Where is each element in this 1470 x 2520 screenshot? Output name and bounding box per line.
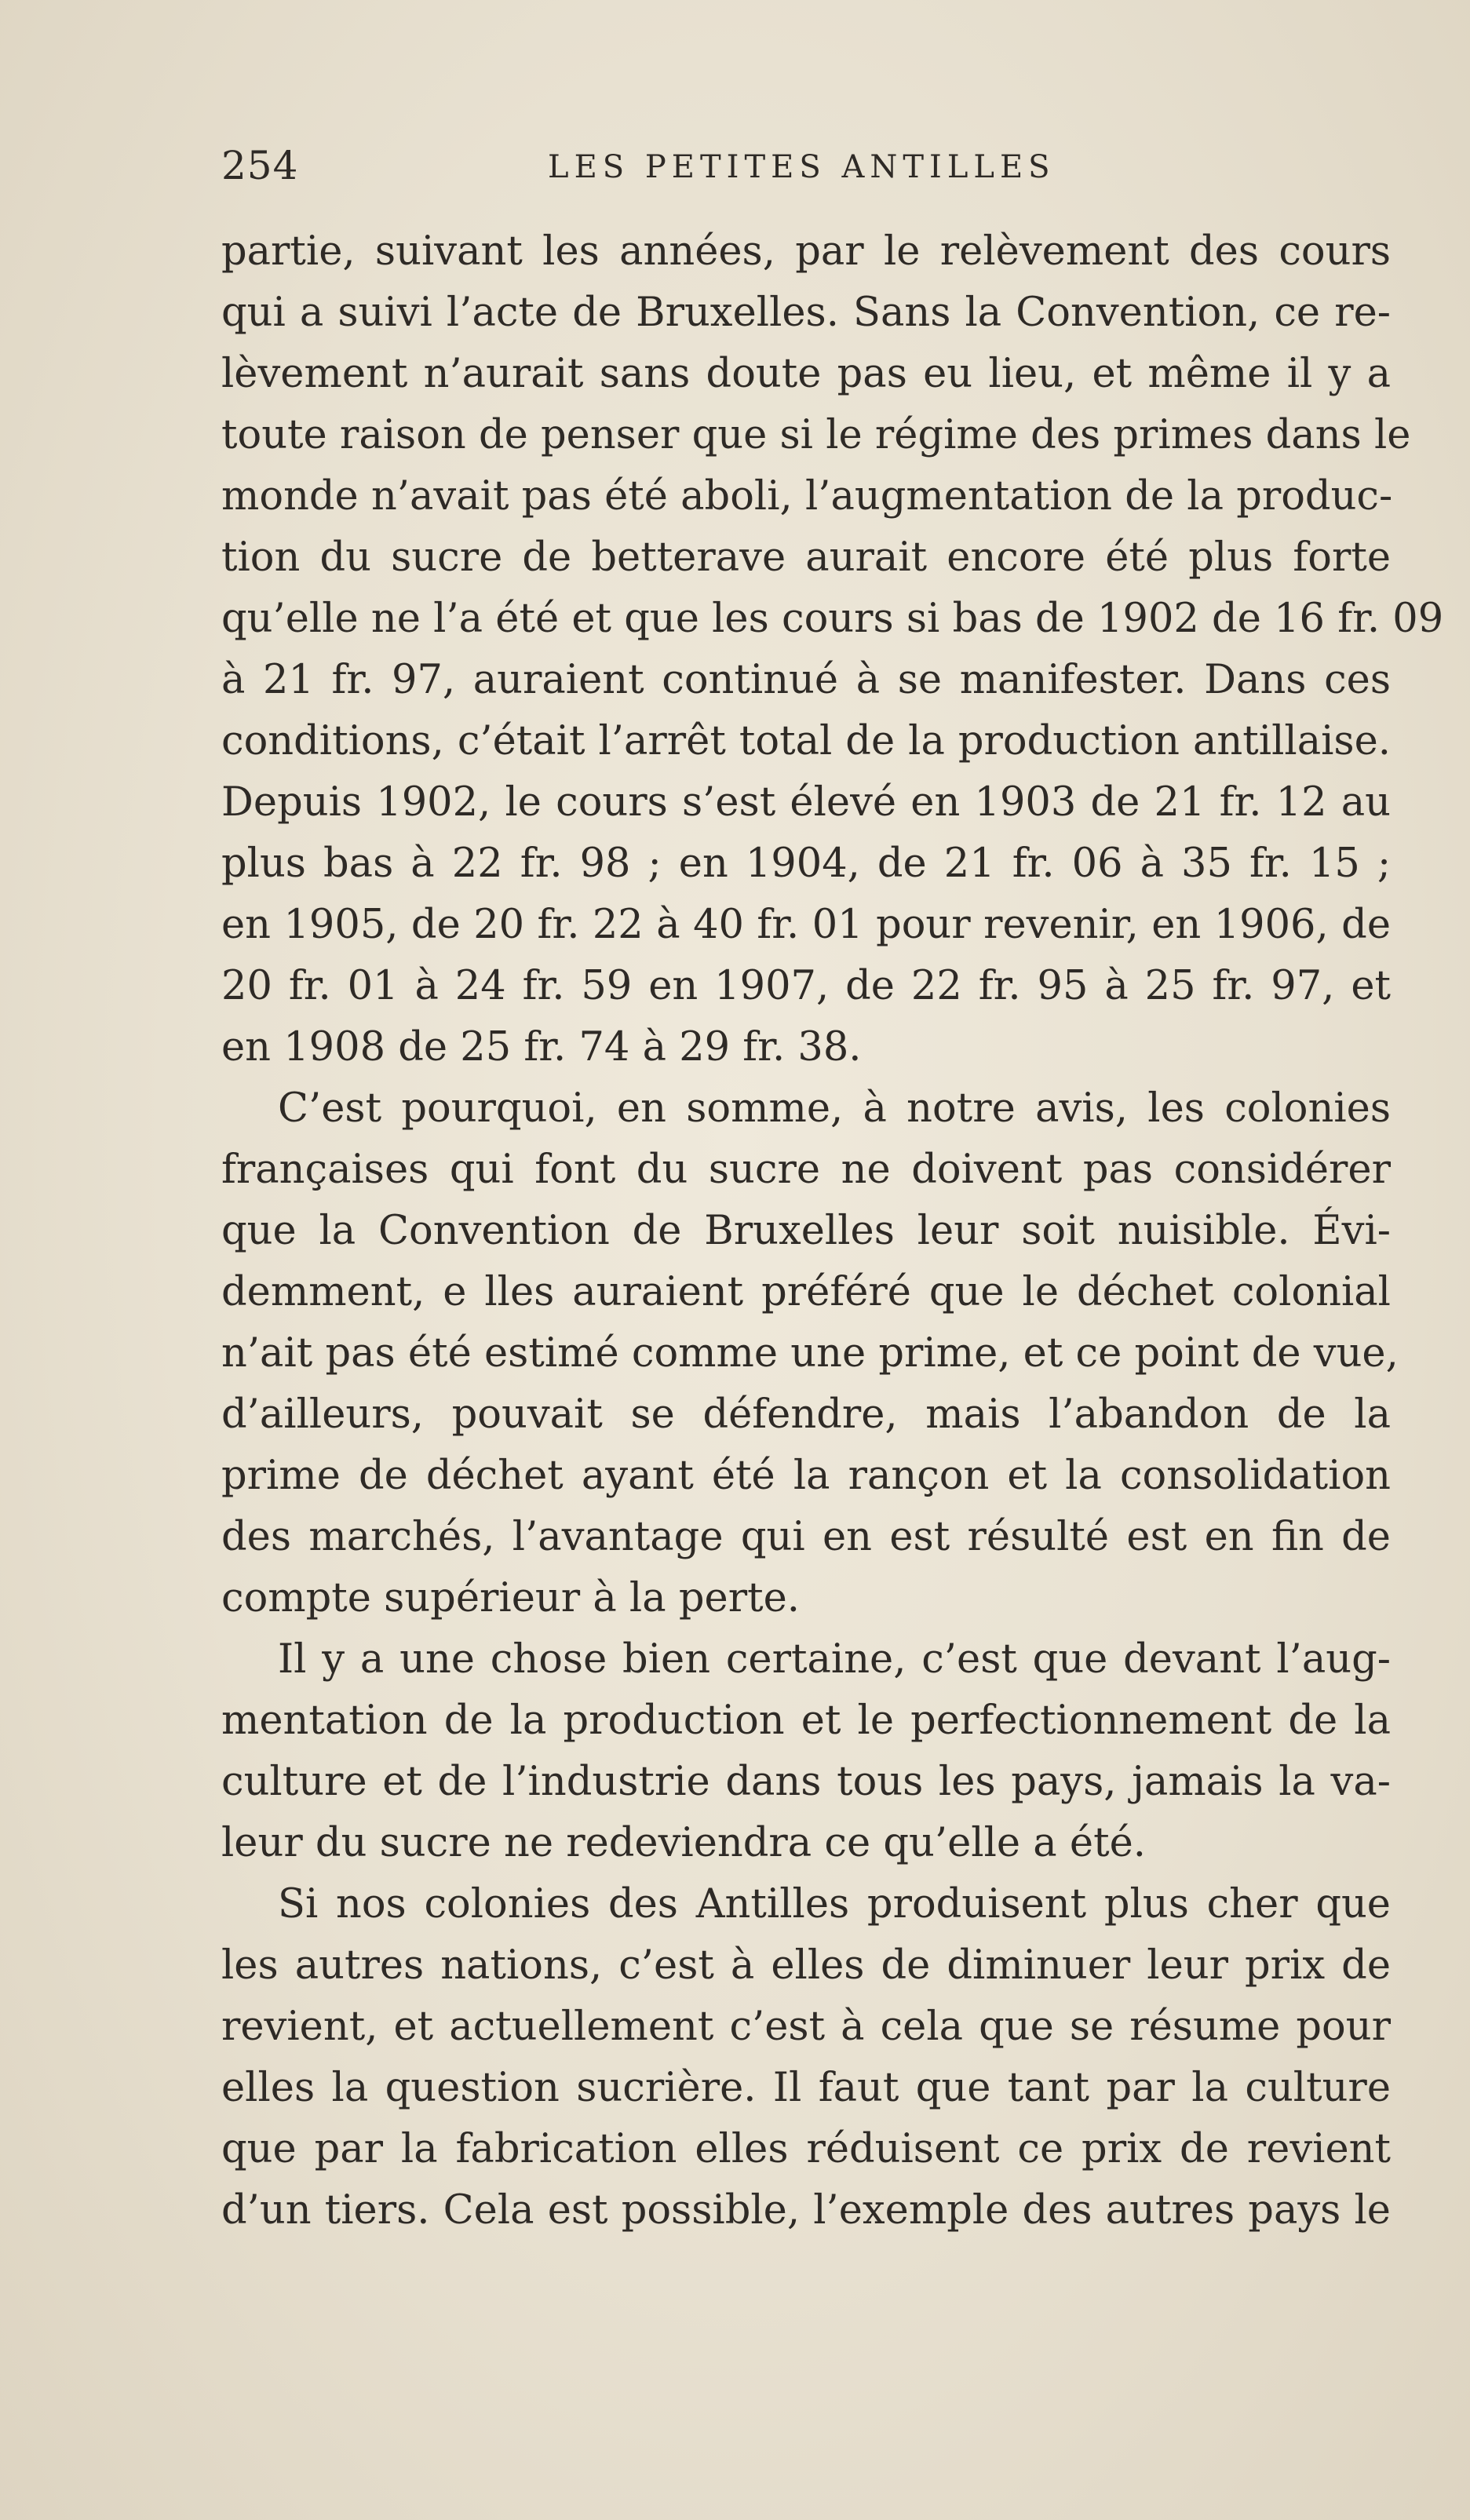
text-line: qui a suivi l’acte de Bruxelles. Sans la Convention, ce re- (221, 290, 1391, 336)
text-line: 20 fr. 01 à 24 fr. 59 en 1907, de 22 fr. 95 à 25 fr. 97, et (221, 963, 1391, 1009)
text-line: tion du sucre de betterave aurait encore été plus forte (221, 534, 1391, 581)
text-line: elles la question sucrière. Il faut que tant par la culture (221, 2065, 1391, 2111)
text-line: prime de déchet ayant été la rançon et la consolidation (221, 1453, 1391, 1499)
text-line: revient, et actuellement c’est à cela que se résume pour (221, 2004, 1391, 2050)
text-line: des marchés, l’avantage qui en est résulté est en fin de (221, 1514, 1391, 1560)
text-line: qu’elle ne l’a été et que les cours si bas de 1902 de 16 fr. 09 (221, 596, 1444, 642)
page-number: 254 (221, 143, 299, 188)
running-title: LES PETITES ANTILLES (548, 149, 1056, 185)
text-line: les autres nations, c’est à elles de diminuer leur prix de (221, 1942, 1391, 1989)
text-line: culture et de l’industrie dans tous les pays, jamais la va- (221, 1759, 1391, 1805)
text-line: Depuis 1902, le cours s’est élevé en 1903 de 21 fr. 12 au (221, 779, 1391, 826)
body-text (221, 221, 1444, 2241)
page-header (221, 143, 1399, 198)
text-line: en 1908 de 25 fr. 74 à 29 fr. 38. (221, 1024, 862, 1070)
text-line: plus bas à 22 fr. 98 ; en 1904, de 21 fr. 06 à 35 fr. 15 ; (221, 841, 1391, 887)
paragraph-first-line: C’est pourquoi, en somme, à notre avis, les colonies (278, 1085, 1391, 1132)
text-line: en 1905, de 20 fr. 22 à 40 fr. 01 pour revenir, en 1906, de (221, 902, 1391, 948)
text-line: que par la fabrication elles réduisent ce prix de revient (221, 2126, 1391, 2172)
text-line: toute raison de penser que si le régime des primes dans le (221, 412, 1411, 458)
text-line: d’un tiers. Cela est possible, l’exemple des autres pays le (221, 2187, 1391, 2234)
text-line: que la Convention de Bruxelles leur soit nuisible. Évi- (221, 1208, 1391, 1254)
paragraph-first-line: Il y a une chose bien certaine, c’est que devant l’aug- (278, 1636, 1391, 1683)
text-line: conditions, c’était l’arrêt total de la production antillaise. (221, 718, 1391, 764)
text-line: partie, suivant les années, par le relèvement des cours (221, 228, 1391, 275)
text-line: n’ait pas été estimé comme une prime, et ce point de vue, (221, 1330, 1399, 1377)
paragraph-first-line: Si nos colonies des Antilles produisent plus cher que (278, 1881, 1391, 1927)
text-line: mentation de la production et le perfectionnement de la (221, 1698, 1391, 1744)
text-line: leur du sucre ne redeviendra ce qu’elle a été. (221, 1820, 1146, 1866)
text-line: compte supérieur à la perte. (221, 1575, 800, 1621)
text-line: lèvement n’aurait sans doute pas eu lieu, et même il y a (221, 351, 1391, 397)
text-line: françaises qui font du sucre ne doivent pas considérer (221, 1147, 1391, 1193)
text-line: demment, e lles auraient préféré que le déchet colonial (221, 1269, 1391, 1315)
text-line: à 21 fr. 97, auraient continué à se manifester. Dans ces (221, 657, 1391, 703)
text-line: d’ailleurs, pouvait se défendre, mais l’abandon de la (221, 1391, 1391, 1438)
text-line: monde n’avait pas été aboli, l’augmentation de la produc- (221, 473, 1393, 520)
